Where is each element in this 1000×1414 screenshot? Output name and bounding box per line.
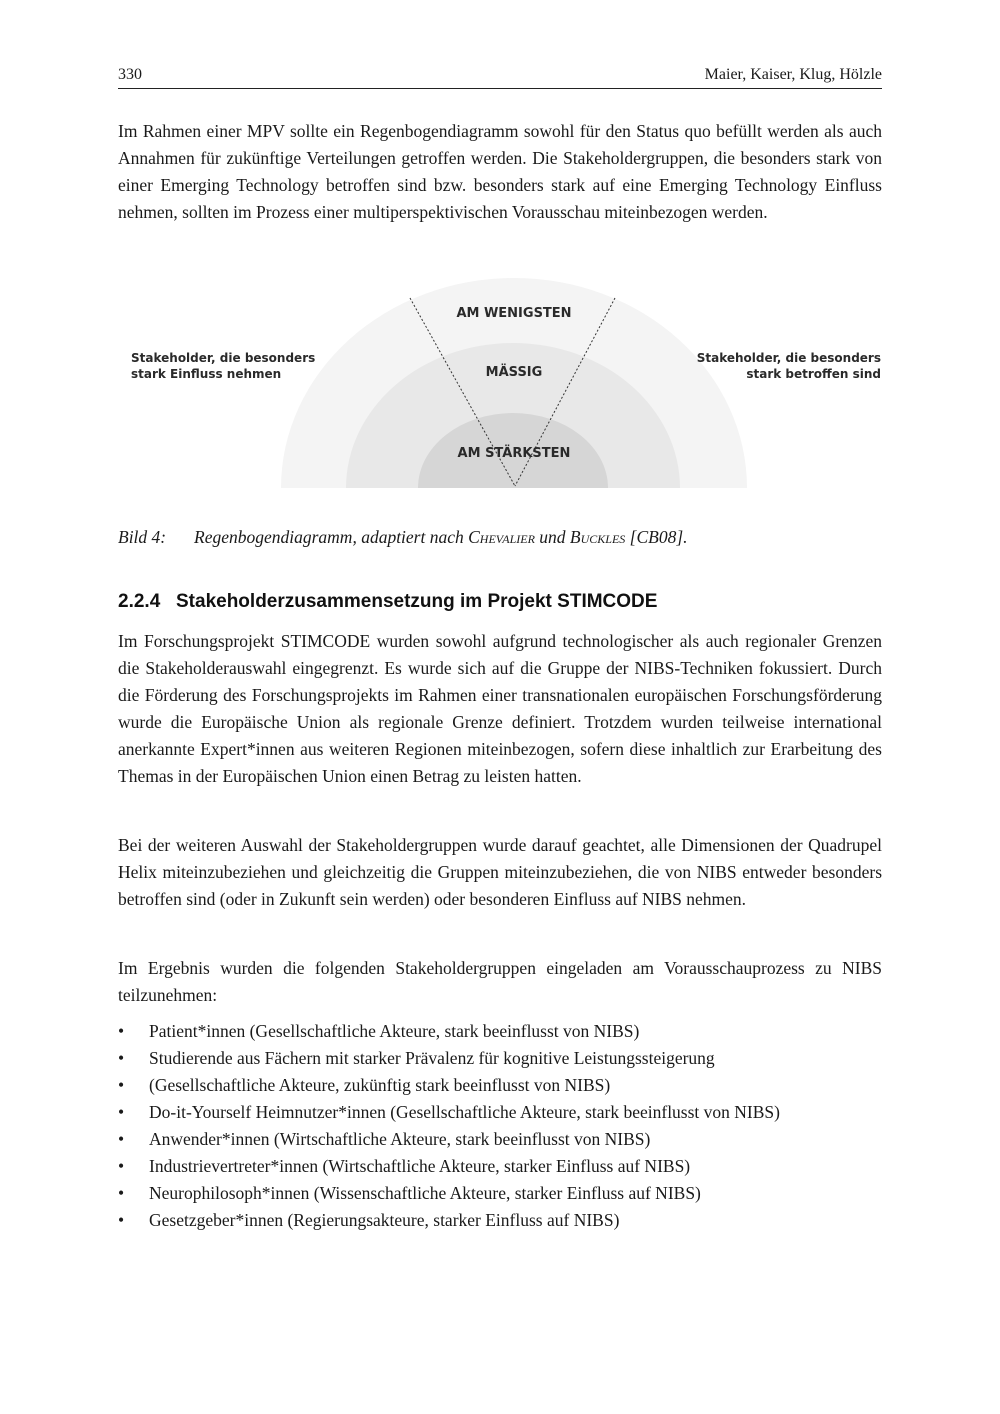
paragraph-3: Bei der weiteren Auswahl der Stakeholdergruppen wurde darauf geachtet, alle Dimensionen der Quadrupel Helix miteinzubeziehen und gleichzeitig die Gruppen miteinzubeziehen, die von NIBS entweder besonders betroffen sind (oder in Zukunft sein werden) oder besonderen Einfluss auf NIBS nehmen. [118,835,882,909]
caption-text-mid: und [534,527,570,547]
caption-author-1: Chevalier [468,527,535,547]
rainbow-diagram [118,270,882,500]
label-outer-ring: AM WENIGSTEN [456,306,572,321]
list-item: • Neurophilosoph*innen (Wissenschaftliche Akteure, starker Einfluss auf NIBS) [118,1180,882,1207]
right-label-line-1: Stakeholder, die besonders [696,351,881,365]
list-item: • Gesetzgeber*innen (Regierungsakteure, starker Einfluss auf NIBS) [118,1207,882,1234]
running-head [118,66,882,89]
figure-caption [118,525,882,549]
section-title: Stakeholderzusammensetzung im Projekt STIMCODE [176,591,658,612]
left-label-line-1: Stakeholder, die besonders [131,351,316,365]
list-item: • (Gesellschaftliche Akteure, zukünftig stark beeinflusst von NIBS) [118,1072,882,1099]
caption-author-2: Buckles [569,527,626,547]
list-item: • Patient*innen (Gesellschaftliche Akteure, stark beeinflusst von NIBS) [118,1018,882,1045]
list-item: • Anwender*innen (Wirtschaftliche Akteure, stark beeinflusst von NIBS) [118,1126,882,1153]
caption-citation: [CB08]. [625,527,688,547]
section-heading [118,591,657,613]
list-item: • Studierende aus Fächern mit starker Prävalenz für kognitive Leistungssteigerung [118,1045,882,1072]
section-number: 2.2.4 [118,591,161,612]
paragraph-4: Im Ergebnis wurden die folgenden Stakeholdergruppen eingeladen am Vorausschauprozess zu NIBS teilzunehmen: [118,958,882,1005]
list-item: • Industrievertreter*innen (Wirtschaftliche Akteure, starker Einfluss auf NIBS) [118,1153,882,1180]
label-inner-ring: AM STÄRKSTEN [457,446,571,461]
paragraph-1: Im Rahmen einer MPV sollte ein Regenbogendiagramm sowohl für den Status quo befüllt werden als auch Annahmen für zukünftige Verteilungen getroffen werden. Die Stakeholdergruppen, die besonders stark von einer Emerging Technology betroffen sind bzw. besonders stark auf eine Emerging Technology Einfluss nehmen, sollten im Prozess einer multiperspektivischen Vorausschau miteinbezogen werden. [118,121,882,222]
page-number: 330 [118,66,142,83]
caption-label: Bild 4: [118,527,167,547]
left-label-line-2: stark Einfluss nehmen [131,367,282,381]
rainbow-diagram-svg [118,270,882,500]
paragraph-2: Im Forschungsprojekt STIMCODE wurden sowohl aufgrund technologischer als auch regionaler Grenzen die Stakeholderauswahl eingegrenzt. Es wurde sich auf die Gruppe der NIBS-Techniken fokussiert. Durch die Förderung des Forschungsprojekts im Rahmen einer transnationalen europäischen Forschungsförderung wurde die Europäische Union als regionale Grenze definiert. Trotzdem wurden teilweise international anerkannte Expert*innen aus weiteren Regionen miteinbezogen, sofern diese inhaltlich zur Erarbeitung des Themas in der Europäischen Union einen Betrag zu leisten hatten. [118,631,882,786]
stakeholder-list [118,1018,882,1234]
list-item: • Do-it-Yourself Heimnutzer*innen (Gesellschaftliche Akteure, stark beeinflusst von NIBS) [118,1099,882,1126]
right-label-line-2: stark betroffen sind [746,367,881,381]
running-head-authors: Maier, Kaiser, Klug, Hölzle [704,66,882,83]
label-middle-ring: MÄSSIG [485,365,543,380]
caption-text-before: Regenbogendiagramm, adaptiert nach [194,527,469,547]
